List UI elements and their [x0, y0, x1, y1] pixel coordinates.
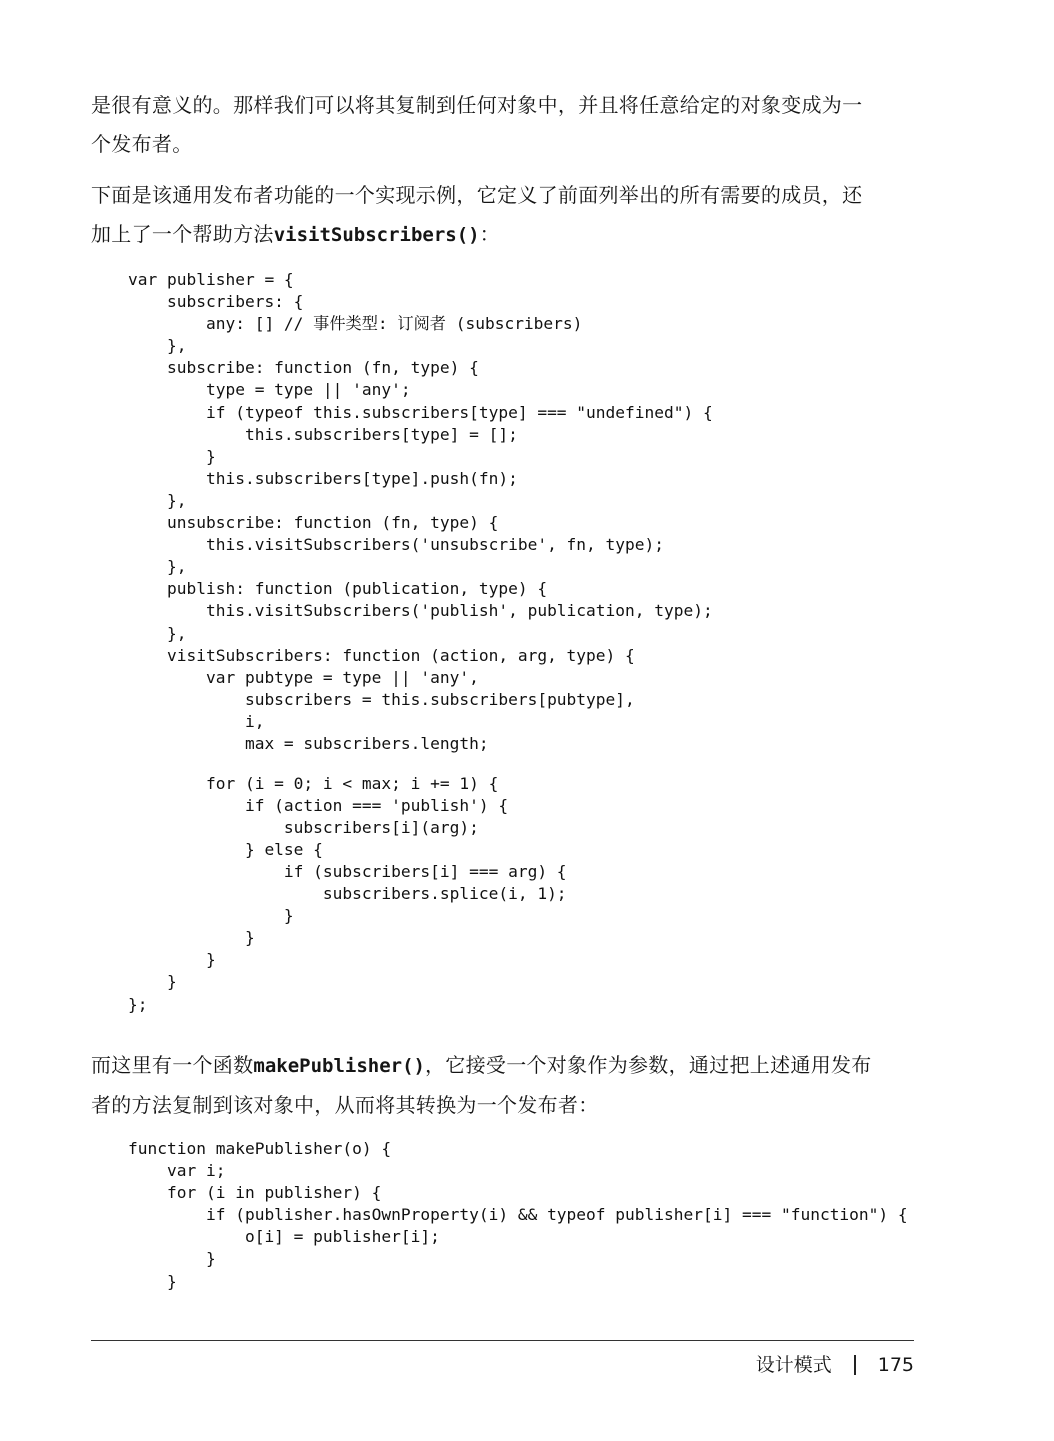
paragraph-example-intro	[91, 176, 921, 255]
paragraph-text: ，它接受一个对象作为参数，通过把上述通用发布	[425, 1053, 872, 1077]
code-line: subscribe: function (fn, type) {	[128, 358, 479, 378]
code-line: }	[128, 1249, 216, 1269]
code-line: if (typeof this.subscribers[type] === "undefined") {	[128, 402, 713, 422]
code-line: };	[128, 994, 148, 1014]
code-line: if (subscribers[i] === arg) {	[128, 861, 567, 881]
footer-section-title: 设计模式	[755, 1354, 832, 1376]
code-line: max = subscribers.length;	[128, 733, 489, 753]
paragraph-make-publisher	[91, 1046, 921, 1125]
footer-separator	[854, 1355, 856, 1375]
code-line	[128, 755, 713, 773]
code-line: this.subscribers[type] = [];	[128, 424, 518, 444]
paragraph-text: 而这里有一个函数	[91, 1053, 254, 1077]
code-line: }	[128, 1271, 177, 1291]
code-line: subscribers[i](arg);	[128, 817, 479, 837]
code-line: type = type || 'any';	[128, 380, 411, 400]
code-line: } else {	[128, 839, 323, 859]
code-line: unsubscribe: function (fn, type) {	[128, 513, 499, 533]
code-line: },	[128, 623, 187, 643]
code-line: }	[128, 972, 177, 992]
paragraph-line	[91, 1046, 921, 1086]
paragraph-line: 个发布者。	[91, 132, 193, 156]
code-block-publisher	[128, 269, 713, 1016]
code-line: publish: function (publication, type) {	[128, 579, 548, 599]
code-line: }	[128, 950, 216, 970]
code-line: var pubtype = type || 'any',	[128, 667, 479, 687]
code-line: subscribers = this.subscribers[pubtype],	[128, 689, 635, 709]
paragraph-text: ：	[479, 222, 500, 246]
code-line: this.visitSubscribers('publish', publication, type);	[128, 601, 713, 621]
page-number: 175	[877, 1354, 914, 1376]
code-line: if (publisher.hasOwnProperty(i) && typeof publisher[i] === "function") {	[128, 1205, 908, 1225]
code-line: subscribers: {	[128, 292, 304, 312]
paragraph-intro	[91, 86, 921, 164]
inline-code: makePublisher()	[253, 1055, 425, 1077]
paragraph-line: 是很有意义的。那样我们可以将其复制到任何对象中，并且将任意给定的对象变成为一	[91, 93, 863, 117]
code-line: for (i in publisher) {	[128, 1183, 382, 1203]
inline-code: visitSubscribers()	[273, 224, 480, 246]
code-line: },	[128, 336, 187, 356]
code-line: visitSubscribers: function (action, arg, type) {	[128, 645, 635, 665]
code-line: var publisher = {	[128, 270, 294, 289]
code-line: }	[128, 928, 255, 948]
paragraph-line	[91, 215, 921, 255]
code-line: }	[128, 446, 216, 466]
code-line: },	[128, 557, 187, 577]
code-line: }	[128, 906, 294, 926]
code-line: this.visitSubscribers('unsubscribe', fn, type);	[128, 535, 665, 555]
code-line: function makePublisher(o) {	[128, 1139, 392, 1158]
paragraph-line: 者的方法复制到该对象中，从而将其转换为一个发布者：	[91, 1093, 599, 1117]
code-line: this.subscribers[type].push(fn);	[128, 468, 518, 488]
code-line: for (i = 0; i < max; i += 1) {	[128, 773, 499, 793]
paragraph-text: 加上了一个帮助方法	[91, 222, 274, 246]
code-block-make-publisher	[128, 1138, 908, 1293]
code-line: },	[128, 490, 187, 510]
code-line: subscribers.splice(i, 1);	[128, 884, 567, 904]
code-line: any: [] // 事件类型: 订阅者 (subscribers)	[128, 314, 583, 334]
page-footer	[756, 1350, 914, 1380]
paragraph-line: 下面是该通用发布者功能的一个实现示例，它定义了前面列举出的所有需要的成员，还	[91, 183, 863, 207]
code-line: i,	[128, 711, 265, 731]
code-line: if (action === 'publish') {	[128, 795, 509, 815]
footer-divider	[91, 1340, 914, 1341]
code-line: o[i] = publisher[i];	[128, 1227, 440, 1247]
code-line: var i;	[128, 1161, 226, 1181]
